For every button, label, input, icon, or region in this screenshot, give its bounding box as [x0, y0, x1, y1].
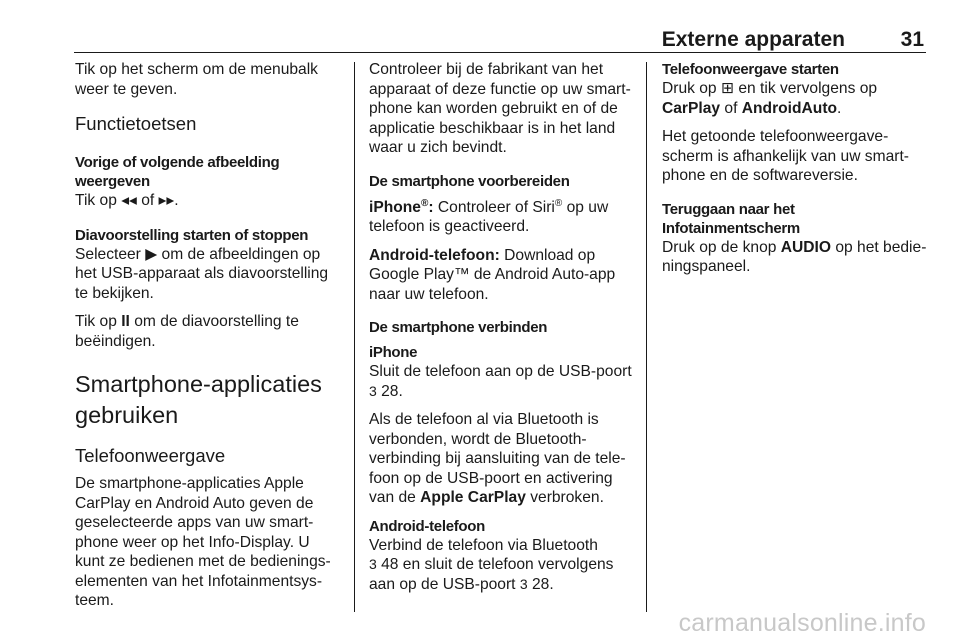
stop-text: Tik op II om de diavoorstelling te beëindigen. [75, 313, 299, 350]
starten-heading: Telefoonweergave starten [662, 61, 839, 78]
page-ref-icon: 3 [369, 382, 377, 399]
page-ref-icon: 3 [519, 575, 528, 592]
fast-forward-icon: ▸▸ [158, 192, 175, 209]
functietoetsen-heading: Functietoetsen [75, 113, 197, 134]
fabrikant-text: Controleer bij de fabrikant van het apparaat of deze functie op uw smart- phone kan worden gebruikt en of de applicatie beschikbaar is in het land waar u zich bevindt. [369, 61, 631, 156]
iphone-prepare-text: iPhone®: Controleer of Siri® op uw telefoon is geactiveerd. [369, 197, 609, 235]
header-rule [74, 52, 926, 53]
bluetooth-text: Als de telefoon al via Bluetooth is verbonden, wordt de Bluetooth- verbinding bij aansluiting van de tele- foon op de USB-poort en activering van de Apple CarPlay verbroken. [369, 411, 626, 506]
smartphone-applicaties-heading: Smartphone-applicaties gebruiken [75, 371, 322, 428]
column-3 [662, 60, 930, 286]
rewind-icon: ◂◂ [121, 192, 137, 209]
afhankelijk-text: Het getoonde telefoonweergave- scherm is afhankelijk van uw smart- phone en de softwareversie. [662, 128, 909, 184]
page-number: 31 [900, 28, 924, 51]
page-ref-icon: 3 [369, 556, 377, 572]
android-subheading: Android-telefoon [369, 517, 486, 535]
iphone-subheading: iPhone [369, 344, 418, 361]
intro-paragraph: Tik op het scherm om de menubalk weer te geven. [75, 61, 318, 98]
telefoonweergave-text: De smartphone-applicaties Apple CarPlay en Android Auto geven de geselecteerde apps van uw smart- phone weer op het Info-Display. U kunt ze bedienen met de bedienings- elementen van het Infotainmentsys- teem. [75, 475, 331, 609]
diavoorstelling-heading: Diavoorstelling starten of stoppen [75, 226, 309, 244]
watermark: carmanualsonline.info [678, 609, 926, 637]
diavoorstelling-text: Selecteer ▶ om de afbeeldingen op het USB-apparaat als diavoorstelling te bekijken. [75, 245, 329, 302]
teruggaan-heading: Teruggaan naar het Infotainmentscherm [662, 200, 800, 237]
column-2 [369, 60, 639, 603]
column-divider-2 [646, 62, 647, 612]
android-prepare-text: Android-telefoon: Download op Google Play™ de Android Auto-app naar uw telefoon. [369, 246, 616, 303]
play-icon: ▶ [145, 245, 158, 263]
iphone-connect-text: Sluit de telefoon aan op de USB-poort 3 28. [369, 363, 632, 400]
column-1 [75, 60, 341, 620]
starten-text: Druk op ⊞ en tik vervolgens op CarPlay of AndroidAuto. [662, 80, 878, 117]
header-title: Externe apparaten [661, 28, 845, 51]
voorbereiden-heading: De smartphone voorbereiden [369, 172, 570, 190]
android-connect-text: Verbind de telefoon via Bluetooth 3 48 en sluit de telefoon vervolgens aan op de USB-poort 3 28. [369, 536, 614, 593]
pause-icon: II [121, 313, 130, 330]
vorige-volgende-text: Tik op ◂◂ of ▸▸. [75, 192, 179, 209]
vorige-volgende-heading: Vorige of volgende afbeelding weergeven [75, 154, 280, 190]
verbinden-heading: De smartphone verbinden [369, 319, 548, 336]
teruggaan-text: Druk op de knop AUDIO op het bedie- ningspaneel. [662, 238, 927, 275]
telefoonweergave-heading: Telefoonweergave [75, 445, 226, 466]
apps-grid-icon: ⊞ [720, 80, 735, 97]
column-divider-1 [354, 62, 355, 612]
